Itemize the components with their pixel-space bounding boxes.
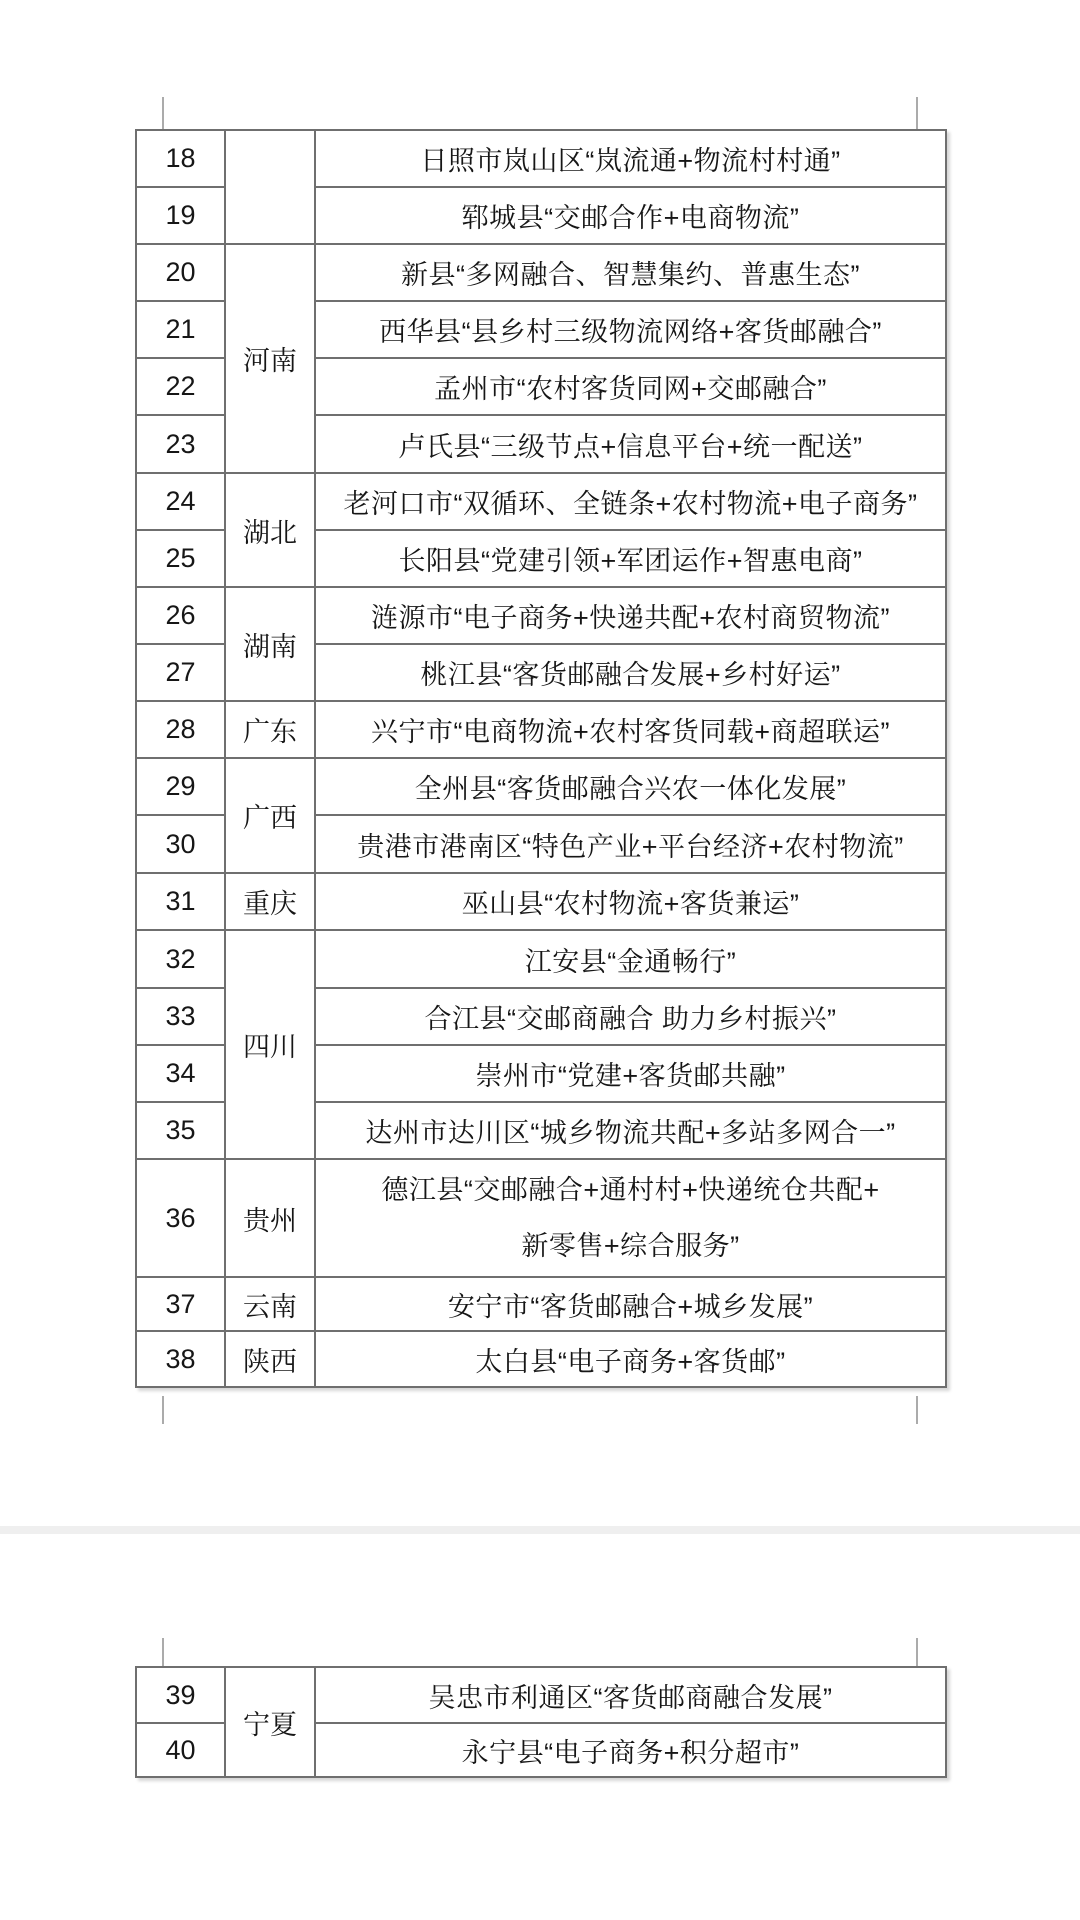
page2-top-right-margin-mark xyxy=(916,1638,918,1666)
project-cell: 吴忠市利通区“客货邮商融合发展” xyxy=(315,1667,946,1723)
row-number-cell: 28 xyxy=(136,701,225,758)
row-number-cell: 37 xyxy=(136,1277,225,1331)
project-cell: 涟源市“电子商务+快递共配+农村商贸物流” xyxy=(315,587,946,644)
table-row xyxy=(136,1277,946,1331)
project-cell: 西华县“县乡村三级物流网络+客货邮融合” xyxy=(315,301,946,358)
table-row xyxy=(136,701,946,758)
project-cell: 新县“多网融合、智慧集约、普惠生态” xyxy=(315,244,946,301)
row-number-cell: 26 xyxy=(136,587,225,644)
table-row xyxy=(136,873,946,930)
row-number-cell: 24 xyxy=(136,473,225,530)
project-cell: 老河口市“双循环、全链条+农村物流+电子商务” xyxy=(315,473,946,530)
project-cell: 郓城县“交邮合作+电商物流” xyxy=(315,187,946,244)
project-cell: 永宁县“电子商务+积分超市” xyxy=(315,1723,946,1777)
page1-bottom-right-margin-mark xyxy=(916,1396,918,1424)
row-number-cell: 20 xyxy=(136,244,225,301)
province-cell: 河南 xyxy=(225,244,315,473)
row-number-cell: 29 xyxy=(136,758,225,815)
table-row xyxy=(136,587,946,644)
province-cell: 宁夏 xyxy=(225,1667,315,1777)
province-cell: 湖南 xyxy=(225,587,315,701)
project-cell: 安宁市“客货邮融合+城乡发展” xyxy=(315,1277,946,1331)
row-number-cell: 22 xyxy=(136,358,225,415)
project-cell: 巫山县“农村物流+客货兼运” xyxy=(315,873,946,930)
page1-top-left-margin-mark xyxy=(162,97,164,129)
table-row xyxy=(136,758,946,815)
project-cell: 兴宁市“电商物流+农村客货同载+商超联运” xyxy=(315,701,946,758)
table-row xyxy=(136,473,946,530)
project-cell: 卢氏县“三级节点+信息平台+统一配送” xyxy=(315,415,946,473)
province-cell: 贵州 xyxy=(225,1159,315,1277)
project-line-1: 德江县“交邮融合+通村村+快递统仓共配+ xyxy=(381,1175,880,1205)
row-number-cell: 40 xyxy=(136,1723,225,1777)
row-number-cell: 19 xyxy=(136,187,225,244)
row-number-cell: 35 xyxy=(136,1102,225,1159)
row-number-cell: 25 xyxy=(136,530,225,587)
page-separator xyxy=(0,1526,1080,1534)
award-table-page1 xyxy=(135,129,947,1388)
page1-bottom-left-margin-mark xyxy=(162,1396,164,1424)
row-number-cell: 33 xyxy=(136,988,225,1045)
table-row xyxy=(136,1159,946,1277)
row-number-cell: 34 xyxy=(136,1045,225,1102)
project-cell: 长阳县“党建引领+军团运作+智惠电商” xyxy=(315,530,946,587)
table-row xyxy=(136,244,946,301)
project-cell: 太白县“电子商务+客货邮” xyxy=(315,1331,946,1387)
province-cell: 广东 xyxy=(225,701,315,758)
province-cell: 四川 xyxy=(225,930,315,1159)
project-cell: 达州市达川区“城乡物流共配+多站多网合一” xyxy=(315,1102,946,1159)
project-cell: 合江县“交邮商融合 助力乡村振兴” xyxy=(315,988,946,1045)
project-cell: 日照市岚山区“岚流通+物流村村通” xyxy=(315,130,946,187)
province-cell: 云南 xyxy=(225,1277,315,1331)
project-cell: 贵港市港南区“特色产业+平台经济+农村物流” xyxy=(315,815,946,873)
table-row xyxy=(136,930,946,988)
row-number-cell: 38 xyxy=(136,1331,225,1387)
row-number-cell: 27 xyxy=(136,644,225,701)
row-number-cell: 39 xyxy=(136,1667,225,1723)
table-row xyxy=(136,1667,946,1723)
row-number-cell: 32 xyxy=(136,930,225,988)
project-cell: 全州县“客货邮融合兴农一体化发展” xyxy=(315,758,946,815)
project-cell: 崇州市“党建+客货邮共融” xyxy=(315,1045,946,1102)
project-cell: 孟州市“农村客货同网+交邮融合” xyxy=(315,358,946,415)
table-row xyxy=(136,1331,946,1387)
project-line-2: 新零售+综合服务” xyxy=(521,1231,740,1261)
row-number-cell: 23 xyxy=(136,415,225,473)
province-cell: 重庆 xyxy=(225,873,315,930)
page1-top-right-margin-mark xyxy=(916,97,918,129)
province-cell: 广西 xyxy=(225,758,315,873)
row-number-cell: 21 xyxy=(136,301,225,358)
province-cell: 陕西 xyxy=(225,1331,315,1387)
province-cell xyxy=(225,130,315,244)
row-number-cell: 18 xyxy=(136,130,225,187)
province-cell: 湖北 xyxy=(225,473,315,587)
award-table-page2 xyxy=(135,1666,947,1778)
project-cell xyxy=(315,1159,946,1277)
project-cell: 江安县“金通畅行” xyxy=(315,930,946,988)
row-number-cell: 31 xyxy=(136,873,225,930)
page2-top-left-margin-mark xyxy=(162,1638,164,1666)
row-number-cell: 30 xyxy=(136,815,225,873)
project-cell: 桃江县“客货邮融合发展+乡村好运” xyxy=(315,644,946,701)
row-number-cell: 36 xyxy=(136,1159,225,1277)
table-row xyxy=(136,130,946,187)
